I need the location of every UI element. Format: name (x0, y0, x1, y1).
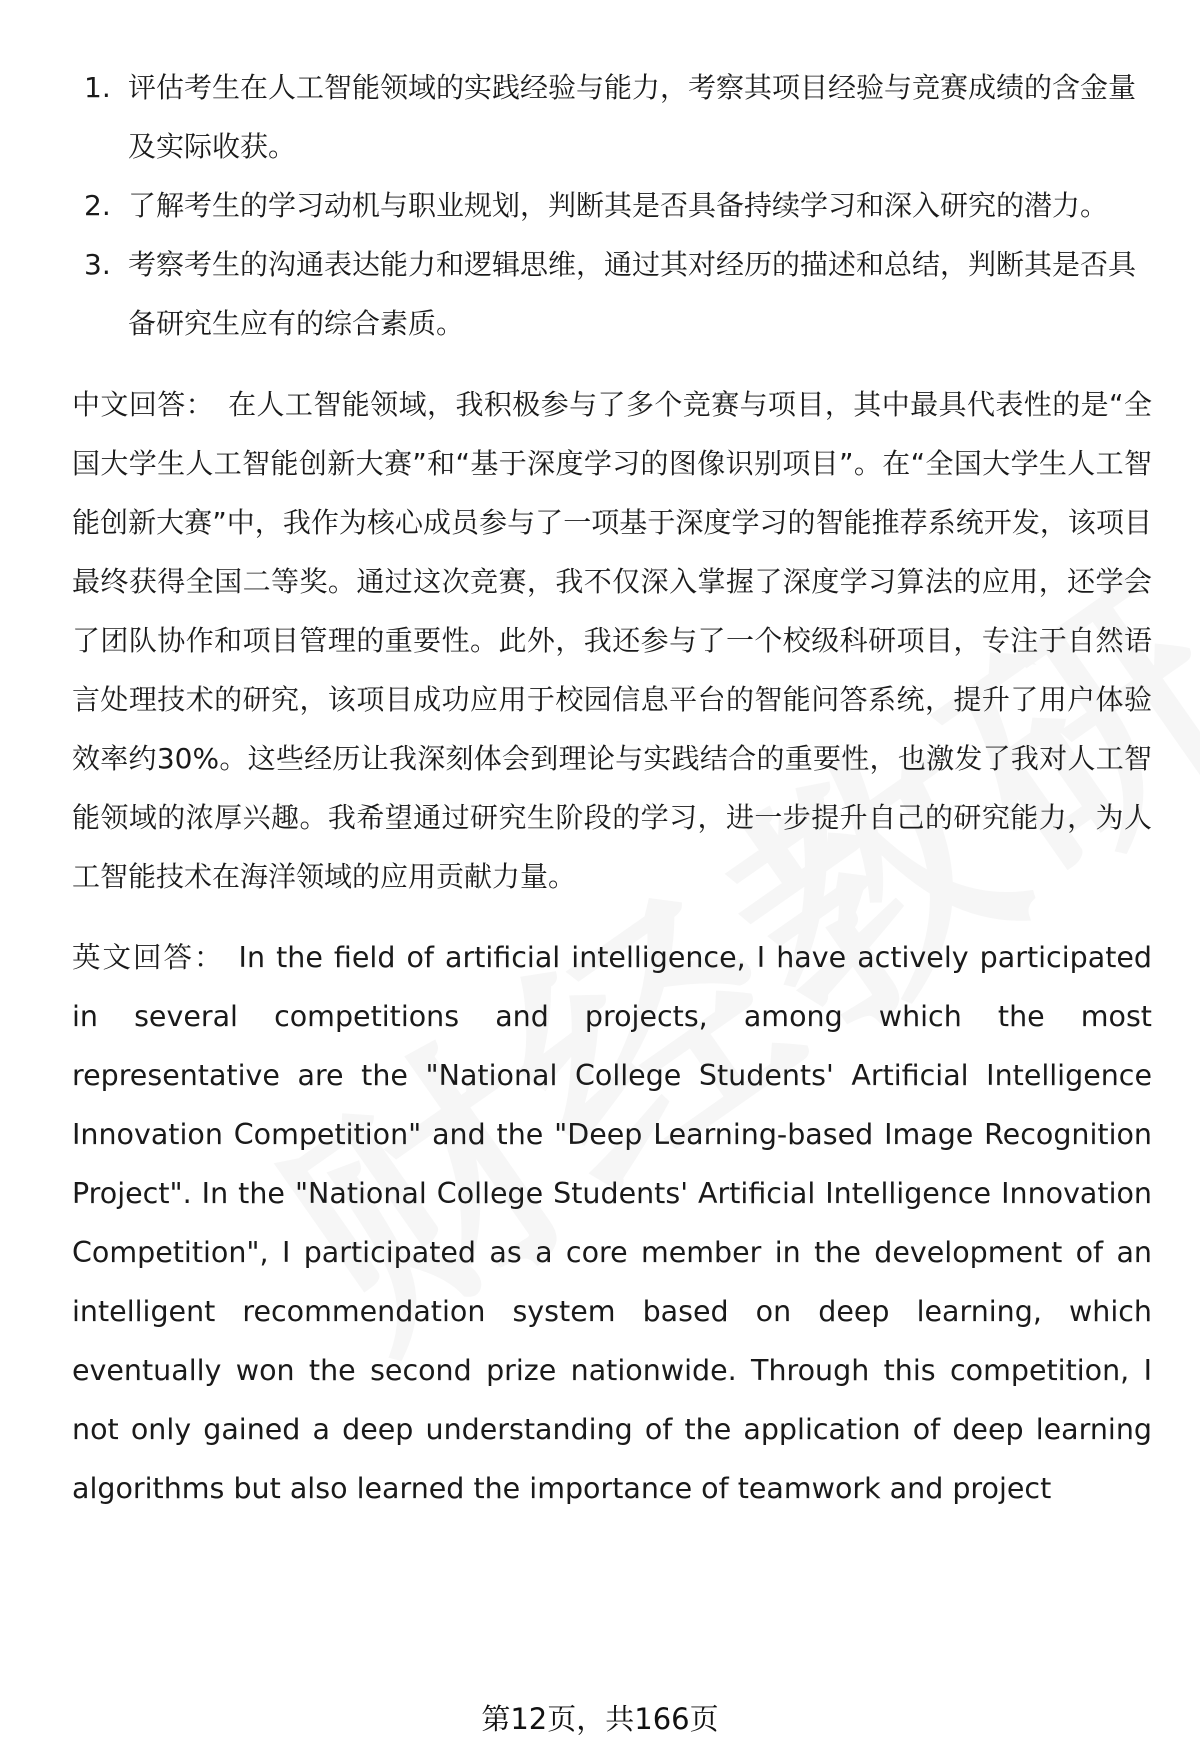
english-answer-text: In the field of artificial intelligence, I have actively participated in several competitions and projects, among which the most representative are the "National College Students' Artificial Intelligence Innovation Competition" and the "Deep Learning-based Image Recognition Project". In the "National College Students' Artificial Intelligence Innovation Competition", I participated as a core member in the development of an intelligent recommendation system based on deep learning, which eventually won the second prize nationwide. Through this competition, I not only gained a deep understanding of the application of deep learning algorithms but also learned the importance of teamwork and project (72, 941, 1152, 1505)
list-item-text: 考察考生的沟通表达能力和逻辑思维，通过其对经历的描述和总结，判断其是否具备研究生应有的综合素质。 (128, 248, 1137, 340)
list-item-text: 评估考生在人工智能领域的实践经验与能力，考察其项目经验与竞赛成绩的含金量及实际收获。 (128, 71, 1137, 163)
evaluation-criteria-list (72, 58, 1152, 353)
page-number-footer: 第12页，共166页 (481, 1702, 719, 1736)
english-answer-label: 英文回答： (72, 941, 225, 974)
page-content (72, 58, 1152, 1518)
chinese-answer-text: 在人工智能领域，我积极参与了多个竞赛与项目，其中最具代表性的是“全国大学生人工智能创新大赛”和“基于深度学习的图像识别项目”。在“全国大学生人工智能创新大赛”中，我作为核心成员参与了一项基于深度学习的智能推荐系统开发，该项目最终获得全国二等奖。通过这次竞赛，我不仅深入掌握了深度学习算法的应用，还学会了团队协作和项目管理的重要性。此外，我还参与了一个校级科研项目，专注于自然语言处理技术的研究，该项目成功应用于校园信息平台的智能问答系统，提升了用户体验效率约30%。这些经历让我深刻体会到理论与实践结合的重要性，也激发了我对人工智能领域的浓厚兴趣。我希望通过研究生阶段的学习，进一步提升自己的研究能力，为人工智能技术在海洋领域的应用贡献力量。 (72, 388, 1152, 893)
list-number: 2. (84, 189, 111, 222)
chinese-answer-label: 中文回答： (72, 388, 215, 421)
list-item-text: 了解考生的学习动机与职业规划，判断其是否具备持续学习和深入研究的潜力。 (128, 189, 1109, 222)
english-answer-paragraph (72, 928, 1152, 1518)
list-item (72, 176, 1152, 235)
list-item (72, 58, 1152, 176)
list-number: 3. (84, 248, 111, 281)
list-number: 1. (84, 71, 111, 104)
chinese-answer-paragraph (72, 375, 1152, 906)
list-item (72, 235, 1152, 353)
